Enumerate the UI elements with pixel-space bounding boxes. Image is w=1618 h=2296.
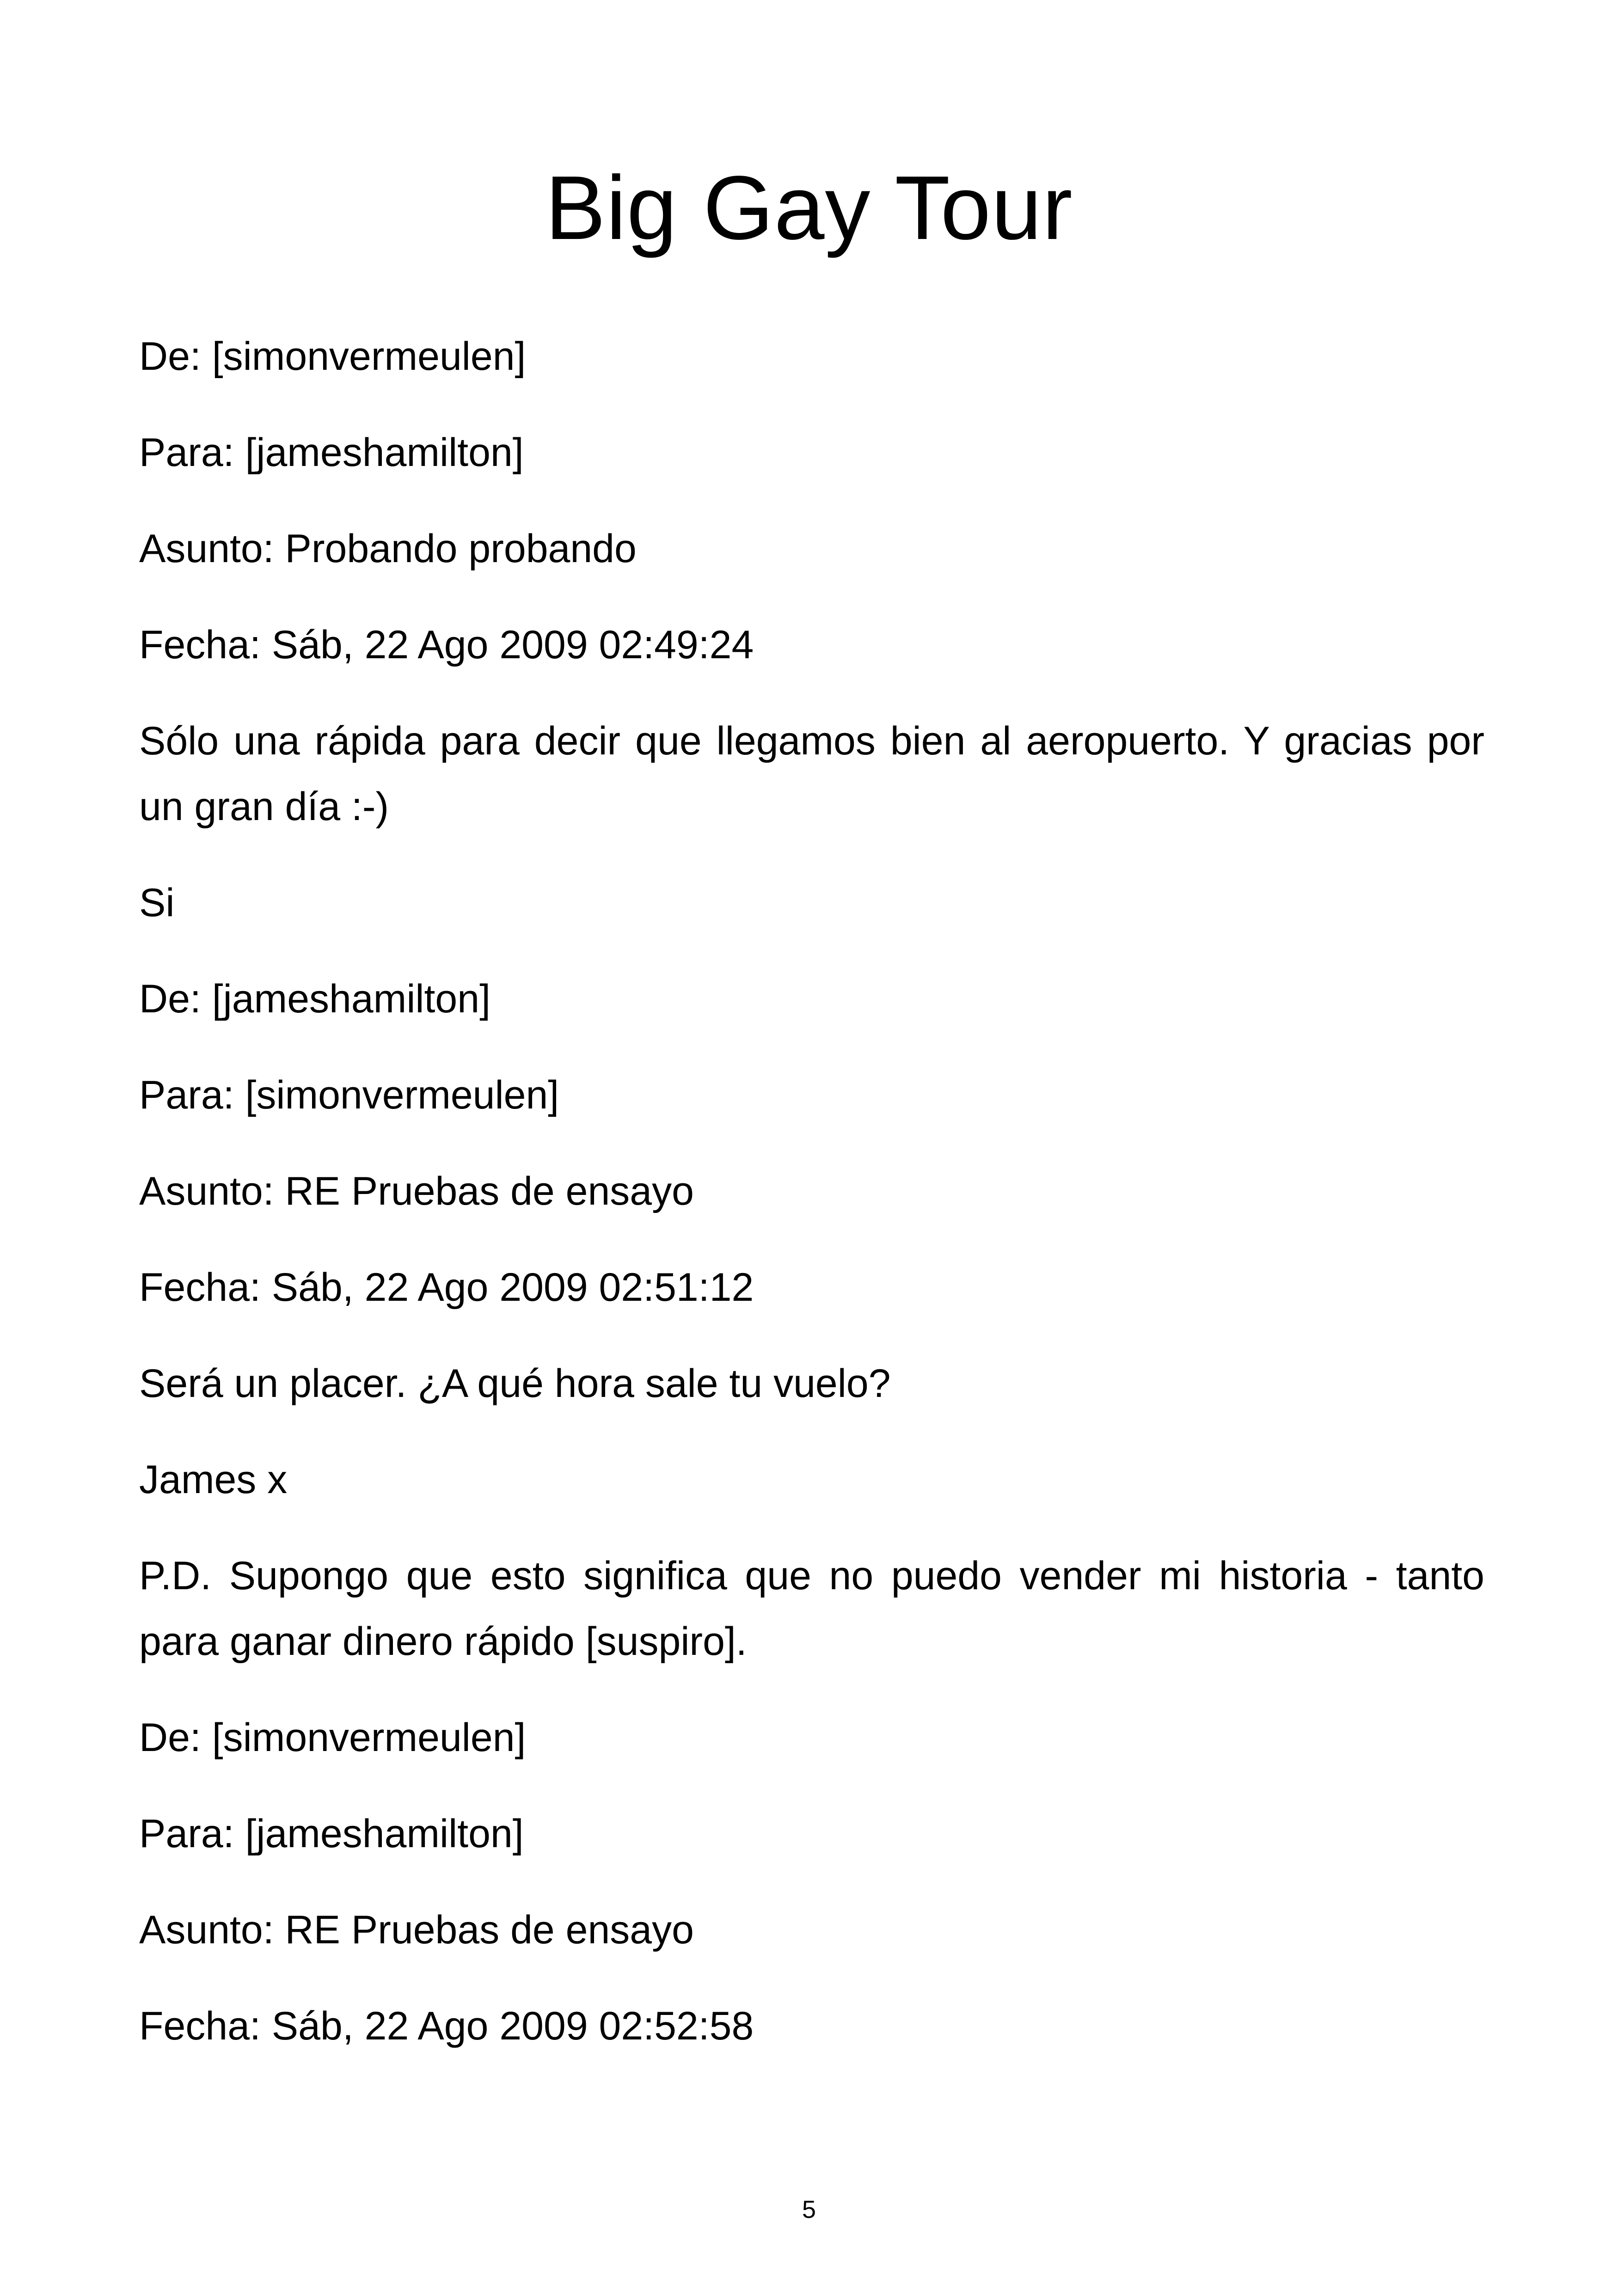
email-message-paragraph: Sólo una rápida para decir que llegamos bien al aeropuerto. Y gracias por un gran día :-) — [139, 719, 1484, 829]
document-title: Big Gay Tour — [545, 157, 1073, 258]
email-signoff: Si — [139, 881, 175, 925]
email-to-line: Para: [jameshamilton] — [139, 430, 524, 475]
email-to-line: Para: [jameshamilton] — [139, 1812, 524, 1856]
document-body — [139, 324, 1484, 2089]
page-number: 5 — [802, 2196, 816, 2223]
email-postscript-paragraph: P.D. Supongo que esto significa que no puedo vender mi historia - tanto para ganar dinero rápido [suspiro]. — [139, 1554, 1484, 1664]
email-subject-line: Asunto: RE Pruebas de ensayo — [139, 1908, 694, 1952]
email-to-line: Para: [simonvermeulen] — [139, 1073, 559, 1117]
email-message-paragraph: Será un placer. ¿A qué hora sale tu vuelo? — [139, 1361, 891, 1406]
email-subject-line: Asunto: RE Pruebas de ensayo — [139, 1169, 694, 1213]
email-date-line: Fecha: Sáb, 22 Ago 2009 02:49:24 — [139, 623, 754, 667]
email-from-line: De: [jameshamilton] — [139, 977, 490, 1021]
email-from-line: De: [simonvermeulen] — [139, 334, 526, 379]
email-from-line: De: [simonvermeulen] — [139, 1715, 526, 1760]
email-date-line: Fecha: Sáb, 22 Ago 2009 02:52:58 — [139, 2004, 754, 2048]
email-signoff: James x — [139, 1457, 288, 1502]
email-date-line: Fecha: Sáb, 22 Ago 2009 02:51:12 — [139, 1265, 754, 1310]
email-subject-line: Asunto: Probando probando — [139, 527, 637, 571]
